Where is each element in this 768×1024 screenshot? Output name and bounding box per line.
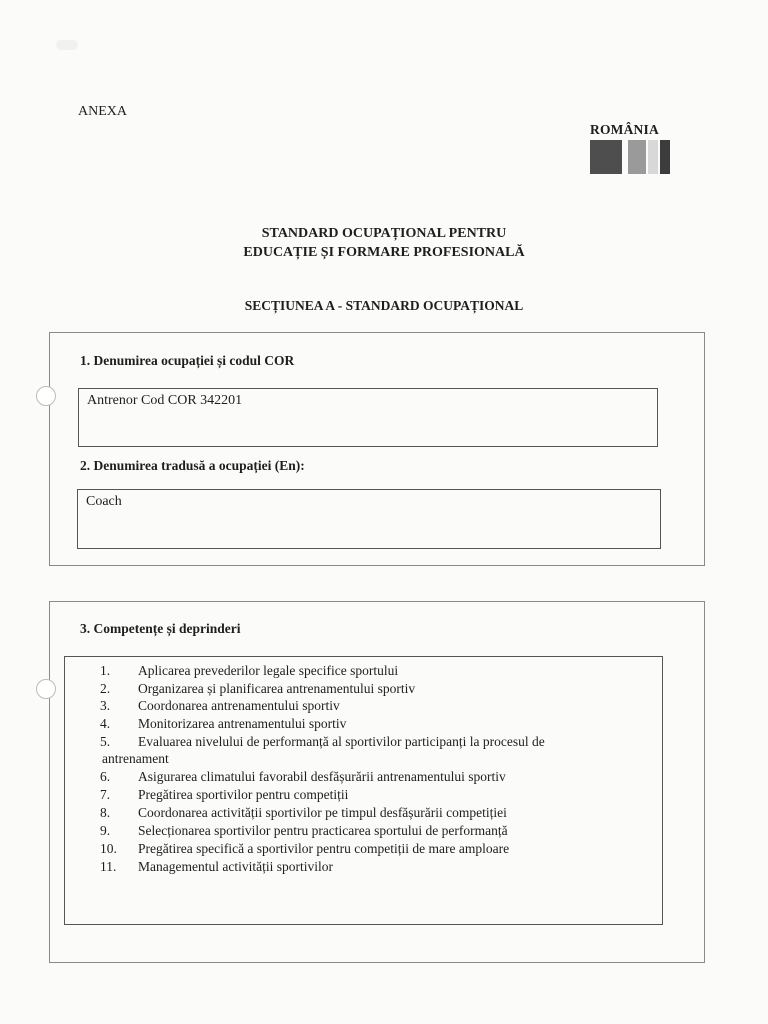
scan-mark xyxy=(56,40,78,50)
list-item-continuation: antrenament xyxy=(102,751,169,766)
list-item: 4. Monitorizarea antrenamentului sportiv xyxy=(100,716,347,731)
list-item: 11. Managementul activității sportivilor xyxy=(100,859,333,874)
occupation-field: Antrenor Cod COR 342201 xyxy=(78,388,658,447)
country-label: ROMÂNIA xyxy=(590,122,659,137)
annex-label: ANEXA xyxy=(78,104,127,119)
list-item: 7. Pregătirea sportivilor pentru competiții xyxy=(100,787,349,802)
punch-hole xyxy=(36,679,56,699)
list-item: 2. Organizarea și planificarea antrenamentului sportiv xyxy=(100,681,416,696)
occupation-heading: 1. Denumirea ocupației și codul COR xyxy=(80,353,295,368)
translated-field: Coach xyxy=(77,489,661,549)
translated-heading: 2. Denumirea tradusă a ocupației (En): xyxy=(80,458,305,473)
list-item: 1. Aplicarea prevederilor legale specifice sportului xyxy=(100,663,399,678)
list-item: 6. Asigurarea climatului favorabil desfășurării antrenamentului sportiv xyxy=(100,769,506,784)
list-item: 10. Pregătirea specifică a sportivilor pentru competiții de mare amploare xyxy=(100,841,510,856)
list-item: 5. Evaluarea nivelului de performanță al sportivilor participanți la procesul de xyxy=(100,734,545,749)
list-item: 3. Coordonarea antrenamentului sportiv xyxy=(100,698,340,713)
section-title: SECȚIUNEA A - STANDARD OCUPAȚIONAL xyxy=(244,298,524,313)
punch-hole xyxy=(36,386,56,406)
list-item: 9. Selecționarea sportivilor pentru practicarea sportului de performanță xyxy=(100,823,508,838)
document-title-line2: EDUCAȚIE ȘI FORMARE PROFESIONALĂ xyxy=(243,245,525,260)
document-title-line1: STANDARD OCUPAȚIONAL PENTRU xyxy=(261,226,507,241)
competences-heading: 3. Competențe și deprinderi xyxy=(80,621,241,636)
list-item: 8. Coordonarea activității sportivilor pe timpul desfășurării competiției xyxy=(100,805,507,820)
flag-emblem xyxy=(590,140,670,174)
